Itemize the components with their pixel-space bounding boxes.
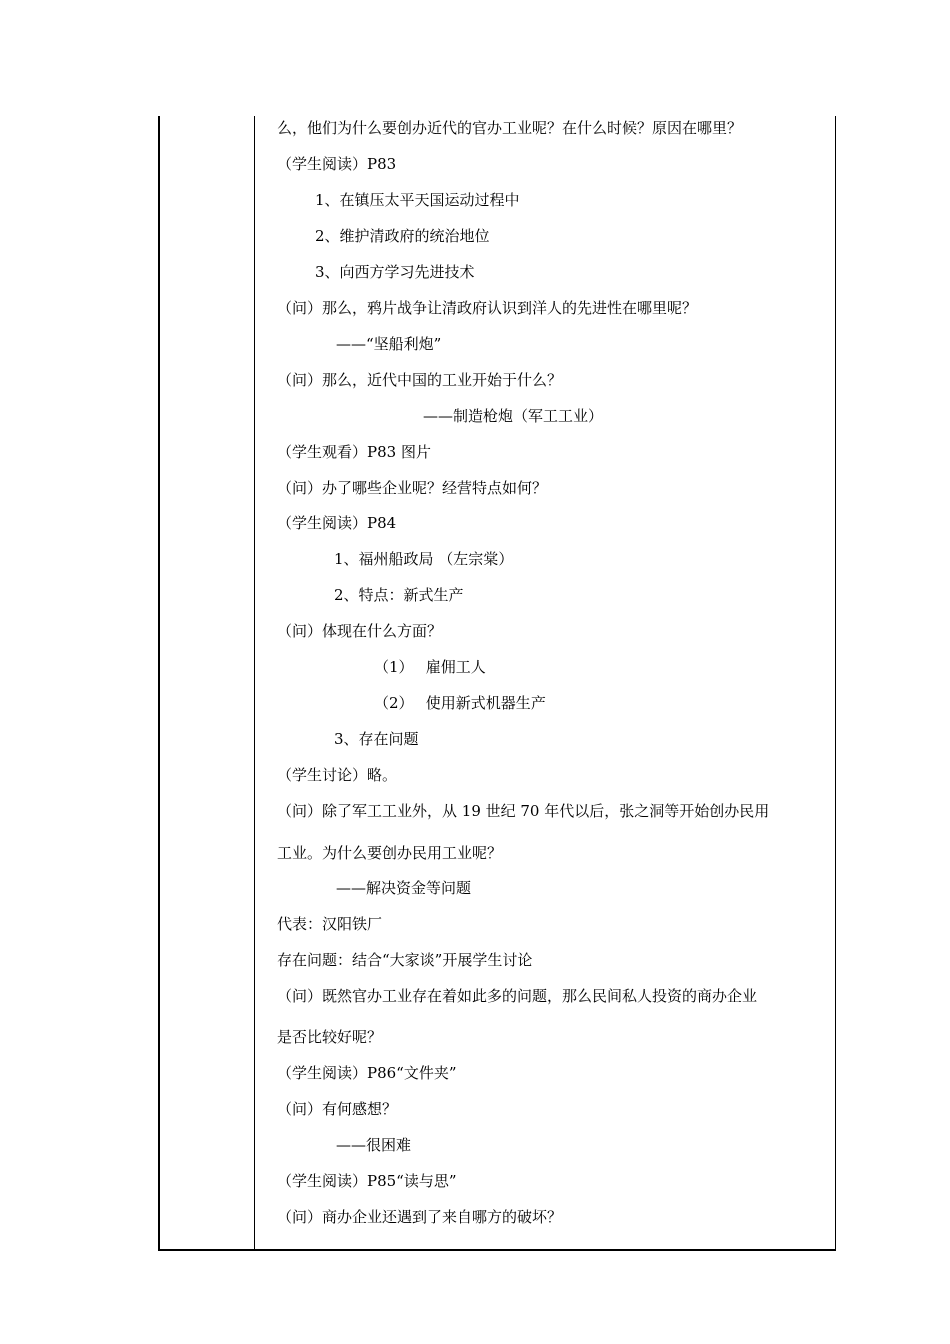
text-line: （问）体现在什么方面？ bbox=[277, 622, 443, 640]
lesson-table bbox=[158, 116, 836, 1251]
text-line: （学生阅读）P83 bbox=[277, 155, 397, 173]
text-line: 3、存在问题 bbox=[334, 730, 419, 748]
text-line: （问）商办企业还遇到了来自哪方的破坏？ bbox=[277, 1208, 563, 1226]
text-line: （问）那么，鸦片战争让清政府认识到洋人的先进性在哪里呢？ bbox=[277, 299, 698, 317]
text-line: 代表：汉阳铁厂 bbox=[277, 915, 383, 933]
text-line: ——“坚船利炮” bbox=[336, 335, 442, 353]
text-line: ——很困难 bbox=[336, 1136, 412, 1154]
text-line: 2、特点：新式生产 bbox=[334, 586, 464, 604]
text-line: （问）那么，近代中国的工业开始于什么？ bbox=[277, 371, 563, 389]
text-line: 1、在镇压太平天国运动过程中 bbox=[315, 191, 520, 209]
text-line: （问）办了哪些企业呢？经营特点如何？ bbox=[277, 479, 548, 497]
text-line: 2、维护清政府的统治地位 bbox=[315, 227, 490, 245]
text-line: （问）既然官办工业存在着如此多的问题，那么民间私人投资的商办企业 bbox=[277, 987, 758, 1005]
text-line: 1、福州船政局 （左宗棠） bbox=[334, 550, 514, 568]
text-line: ——解决资金等问题 bbox=[336, 879, 472, 897]
text-line: 工业。为什么要创办民用工业呢？ bbox=[277, 844, 503, 862]
text-line: （问）除了军工工业外，从 19 世纪 70 年代以后，张之洞等开始创办民用 bbox=[277, 802, 770, 820]
text-line: 存在问题：结合“大家谈”开展学生讨论 bbox=[277, 951, 533, 969]
text-line: 么，他们为什么要创办近代的官办工业呢？在什么时候？原因在哪里？ bbox=[277, 119, 743, 137]
text-line: （2） 使用新式机器生产 bbox=[374, 694, 546, 712]
content-cell bbox=[160, 116, 835, 1249]
text-line: 是否比较好呢？ bbox=[277, 1028, 383, 1046]
text-line: （1） 雇佣工人 bbox=[374, 658, 486, 676]
text-line: （学生观看）P83 图片 bbox=[277, 443, 431, 461]
text-line: （学生阅读）P86“文件夹” bbox=[277, 1064, 457, 1082]
text-line: （学生讨论）略。 bbox=[277, 766, 398, 784]
text-line: 3、向西方学习先进技术 bbox=[315, 263, 475, 281]
text-line: ——制造枪炮（军工工业） bbox=[423, 407, 604, 425]
text-line: （学生阅读）P84 bbox=[277, 514, 397, 532]
text-line: （问）有何感想？ bbox=[277, 1100, 398, 1118]
text-line: （学生阅读）P85“读与思” bbox=[277, 1172, 457, 1190]
